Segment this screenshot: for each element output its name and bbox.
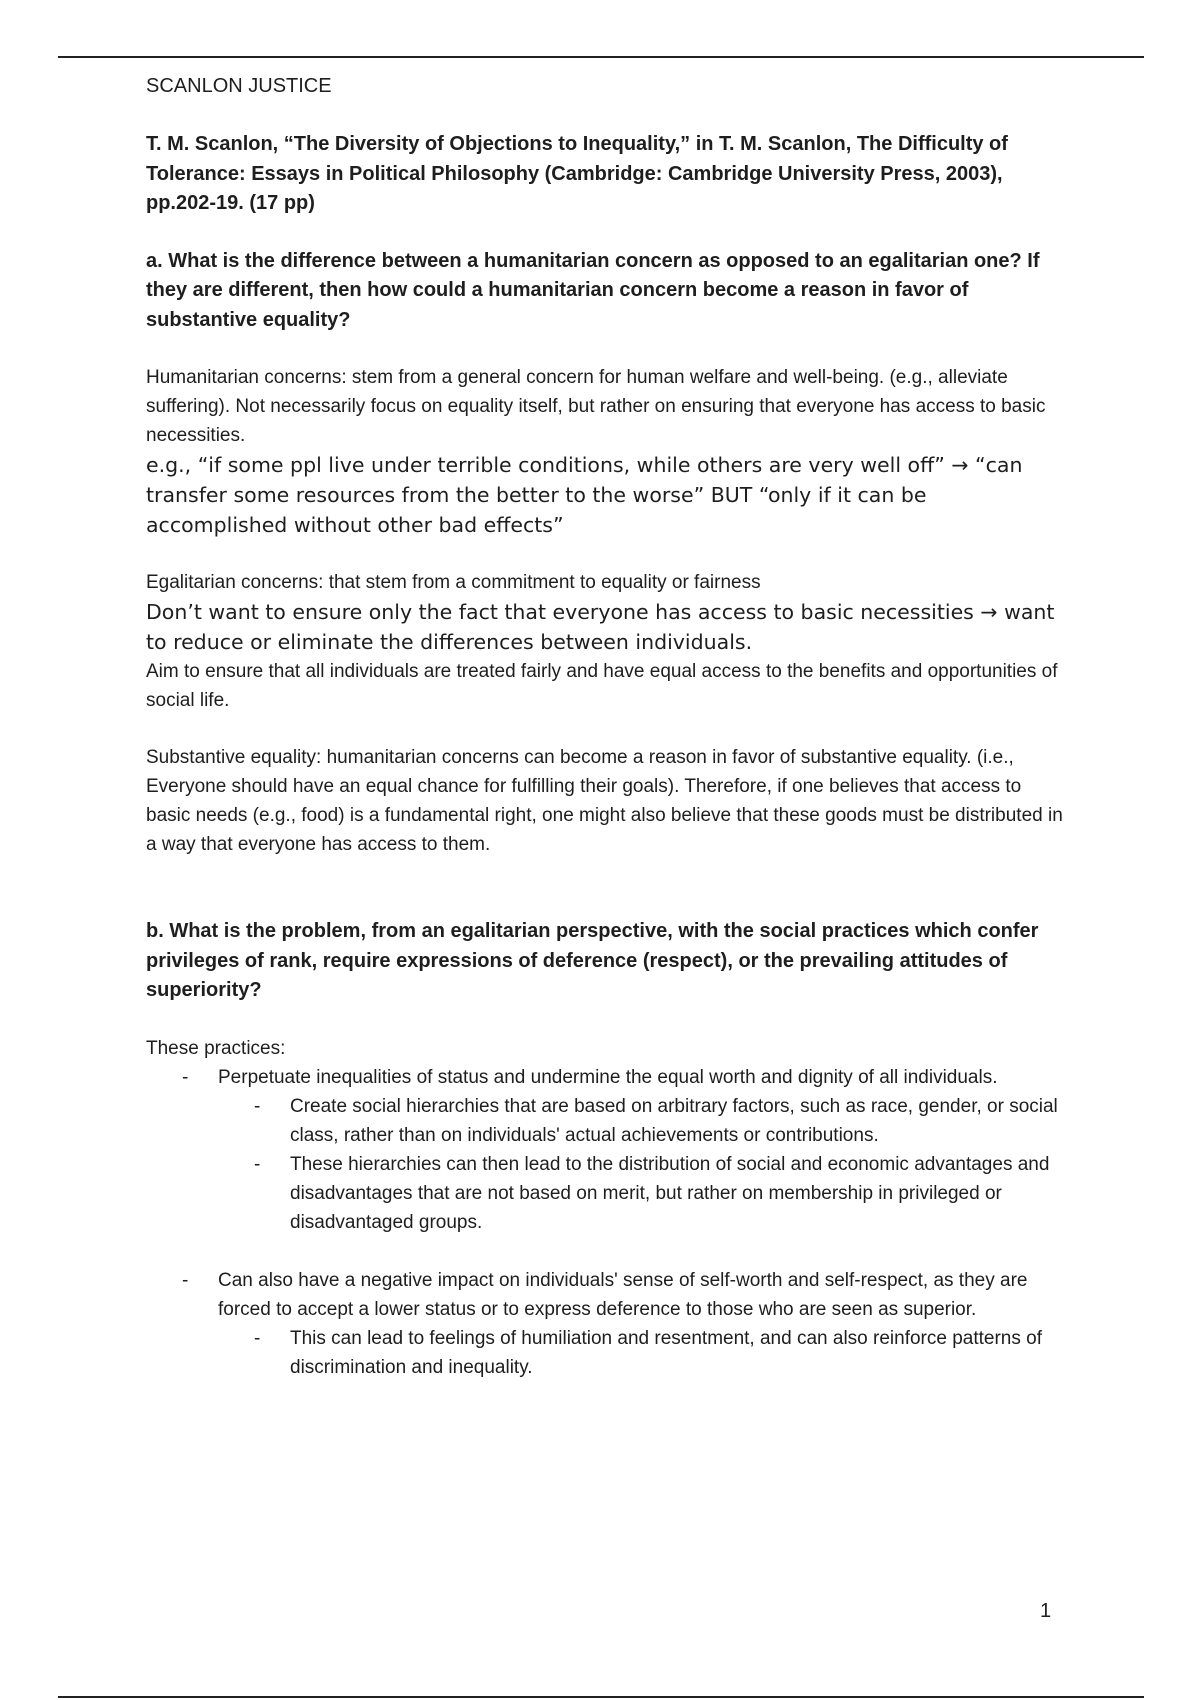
substantive-equality-paragraph: Substantive equality: humanitarian concerns can become a reason in favor of substantive equality. (i.e., Everyone should have an equal chance for fulfilling their goals). Therefore, if one believes that access to basic needs (e.g., food) is a fundamental right, one might also believe that these goods must be distributed in a way that everyone has access to them. [146,747,1063,855]
list-item [146,1063,1066,1237]
citation: T. M. Scanlon, “The Diversity of Objections to Inequality,” in T. M. Scanlon, The Difficulty of Tolerance: Essays in Political Philosophy (Cambridge: Cambridge University Press, 2003), pp.202-19. (17 pp) [146,133,1008,214]
list-item-text: Can also have a negative impact on individuals' sense of self-worth and self-respect, as they are forced to accept a lower status or to express deference to those who are seen as superior. [218,1269,1028,1320]
sub-list [218,1324,1066,1382]
bottom-rule [58,1696,1144,1698]
list-item [146,1266,1066,1382]
practices-intro: These practices: [146,1037,286,1059]
page-number: 1 [1040,1600,1052,1622]
humanitarian-example: e.g., “if some ppl live under terrible conditions, while others are very well off” → “can transfer some resources from the better to the worse” BUT “only if it can be accomplished without other bad effects” [146,453,1023,537]
egalitarian-aim: Aim to ensure that all individuals are treated fairly and have equal access to the benefits and opportunities of social life. [146,661,1058,711]
humanitarian-paragraph: Humanitarian concerns: stem from a general concern for human welfare and well-being. (e.g., alleviate suffering). Not necessarily focus on equality itself, but rather on ensuring that everyone has access to basic necessities. [146,367,1046,446]
list-item-text: Perpetuate inequalities of status and undermine the equal worth and dignity of all individuals. [218,1066,998,1088]
sub-list-item: - Create social hierarchies that are based on arbitrary factors, such as race, gender, or social class, rather than on individuals' actual achievements or contributions. [218,1092,1066,1150]
egalitarian-detail: Don’t want to ensure only the fact that everyone has access to basic necessities → want to reduce or eliminate the differences between individuals. [146,600,1055,654]
sub-list-item: - These hierarchies can then lead to the distribution of social and economic advantages and disadvantages that are not based on merit, but rather on membership in privileged or disadvantaged groups. [218,1150,1066,1237]
sub-list-item: - This can lead to feelings of humiliation and resentment, and can also reinforce patterns of discrimination and inequality. [218,1324,1066,1382]
question-b: b. What is the problem, from an egalitarian perspective, with the social practices which confer privileges of rank, require expressions of deference (respect), or the prevailing attitudes of superiority? [146,920,1039,1001]
sub-list [218,1092,1066,1237]
egalitarian-paragraph: Egalitarian concerns: that stem from a commitment to equality or fairness [146,572,761,593]
document-body [146,73,1066,1382]
practices-list [146,1063,1066,1382]
question-a: a. What is the difference between a humanitarian concern as opposed to an egalitarian one? If they are different, then how could a humanitarian concern become a reason in favor of substantive equality? [146,249,1040,331]
top-rule [58,56,1144,58]
document-header-title: SCANLON JUSTICE [146,75,332,97]
